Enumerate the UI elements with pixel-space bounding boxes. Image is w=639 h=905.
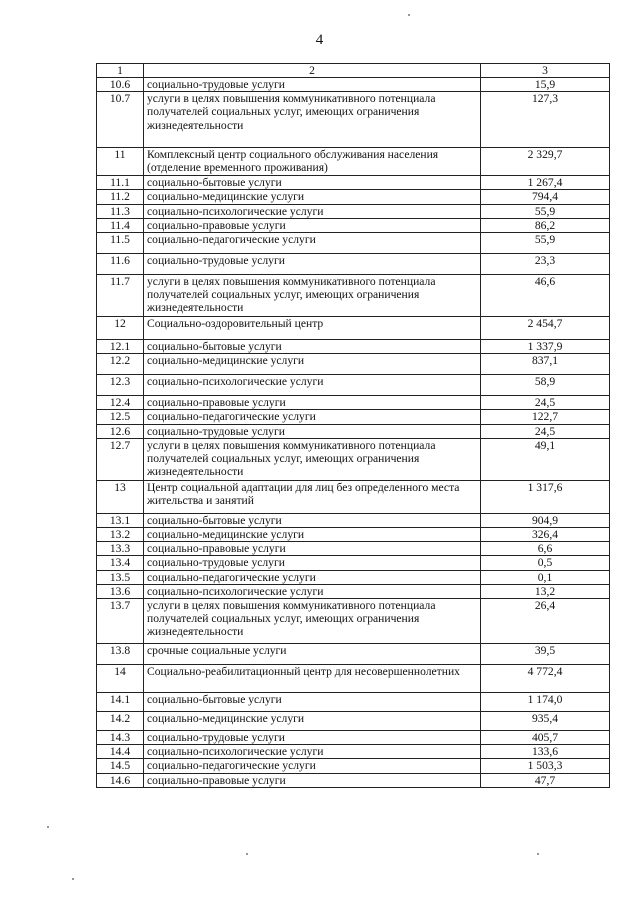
row-service-name: социально-правовые услуги	[144, 396, 481, 410]
row-number: 11.1	[97, 176, 144, 190]
row-amount: 86,2	[481, 218, 610, 232]
table-row	[97, 745, 610, 759]
row-amount: 2 454,7	[481, 317, 610, 340]
row-number: 12.7	[97, 438, 144, 480]
row-service-name: социально-психологические услуги	[144, 375, 481, 396]
row-number: 14.5	[97, 759, 144, 773]
row-amount: 1 317,6	[481, 480, 610, 513]
row-service-name: социально-медицинские услуги	[144, 190, 481, 204]
row-number: 12.2	[97, 354, 144, 375]
table-row	[97, 340, 610, 354]
row-service-name: социально-медицинские услуги	[144, 528, 481, 542]
row-service-name: социально-психологические услуги	[144, 204, 481, 218]
row-service-name: социально-педагогические услуги	[144, 570, 481, 584]
row-amount: 935,4	[481, 712, 610, 731]
row-number: 11	[97, 148, 144, 176]
row-service-name: социально-бытовые услуги	[144, 176, 481, 190]
table-row	[97, 542, 610, 556]
row-amount: 1 267,4	[481, 176, 610, 190]
row-service-name: социально-трудовые услуги	[144, 556, 481, 570]
row-amount: 1 174,0	[481, 693, 610, 712]
table-row	[97, 570, 610, 584]
row-number: 12.6	[97, 424, 144, 438]
row-number: 13.4	[97, 556, 144, 570]
row-number: 13.6	[97, 584, 144, 598]
row-number: 13	[97, 480, 144, 513]
header-col-1: 1	[97, 64, 144, 78]
row-amount: 55,9	[481, 233, 610, 254]
row-number: 14.2	[97, 712, 144, 731]
row-amount: 0,5	[481, 556, 610, 570]
row-number: 11.6	[97, 254, 144, 275]
table-row	[97, 513, 610, 527]
scan-speck	[246, 853, 248, 855]
row-number: 13.7	[97, 599, 144, 644]
table-row	[97, 375, 610, 396]
table-row	[97, 396, 610, 410]
row-service-name: услуги в целях повышения коммуникативного потенциала получателей социальных услуг, имеющих ограничения жизнедеятельности	[144, 92, 481, 148]
table-row	[97, 78, 610, 92]
table-row	[97, 693, 610, 712]
table-row	[97, 712, 610, 731]
table-row	[97, 528, 610, 542]
row-service-name: социально-правовые услуги	[144, 218, 481, 232]
page-number: 4	[315, 32, 324, 48]
table-row	[97, 599, 610, 644]
scan-speck	[72, 878, 74, 880]
row-number: 13.2	[97, 528, 144, 542]
row-amount: 794,4	[481, 190, 610, 204]
row-amount: 46,6	[481, 275, 610, 317]
scan-speck	[537, 853, 539, 855]
row-amount: 26,4	[481, 599, 610, 644]
row-number: 13.8	[97, 644, 144, 665]
row-number: 12.4	[97, 396, 144, 410]
row-amount: 837,1	[481, 354, 610, 375]
row-number: 14.1	[97, 693, 144, 712]
row-amount: 127,3	[481, 92, 610, 148]
row-amount: 1 337,9	[481, 340, 610, 354]
table-row	[97, 317, 610, 340]
row-service-name: Социально-оздоровительный центр	[144, 317, 481, 340]
row-service-name: социально-трудовые услуги	[144, 424, 481, 438]
row-number: 11.3	[97, 204, 144, 218]
row-service-name: социально-педагогические услуги	[144, 759, 481, 773]
table-row	[97, 773, 610, 787]
row-amount: 24,5	[481, 396, 610, 410]
row-number: 12.5	[97, 410, 144, 424]
header-col-3: 3	[481, 64, 610, 78]
row-amount: 47,7	[481, 773, 610, 787]
row-amount: 405,7	[481, 731, 610, 745]
row-amount: 58,9	[481, 375, 610, 396]
row-number: 12.1	[97, 340, 144, 354]
row-service-name: услуги в целях повышения коммуникативного потенциала получателей социальных услуг, имеющих ограничения жизнедеятельности	[144, 275, 481, 317]
row-number: 11.5	[97, 233, 144, 254]
row-number: 14.4	[97, 745, 144, 759]
row-amount: 2 329,7	[481, 148, 610, 176]
row-service-name: социально-психологические услуги	[144, 745, 481, 759]
row-service-name: срочные социальные услуги	[144, 644, 481, 665]
row-number: 14	[97, 665, 144, 693]
row-amount: 133,6	[481, 745, 610, 759]
table-row	[97, 190, 610, 204]
table-row	[97, 254, 610, 275]
row-number: 11.2	[97, 190, 144, 204]
row-service-name: социально-трудовые услуги	[144, 254, 481, 275]
table-row	[97, 354, 610, 375]
row-service-name: услуги в целях повышения коммуникативного потенциала получателей социальных услуг, имеющих ограничения жизнедеятельности	[144, 599, 481, 644]
row-service-name: социально-медицинские услуги	[144, 712, 481, 731]
table-row	[97, 218, 610, 232]
row-service-name: социально-психологические услуги	[144, 584, 481, 598]
row-service-name: социально-педагогические услуги	[144, 410, 481, 424]
row-number: 12	[97, 317, 144, 340]
scan-speck	[47, 826, 49, 828]
table-row	[97, 665, 610, 693]
row-service-name: Социально-реабилитационный центр для несовершеннолетних	[144, 665, 481, 693]
table-row	[97, 204, 610, 218]
row-amount: 6,6	[481, 542, 610, 556]
row-number: 11.4	[97, 218, 144, 232]
row-service-name: услуги в целях повышения коммуникативного потенциала получателей социальных услуг, имеющих ограничения жизнедеятельности	[144, 438, 481, 480]
scan-speck	[408, 14, 410, 16]
row-amount: 24,5	[481, 424, 610, 438]
table-row	[97, 233, 610, 254]
row-amount: 122,7	[481, 410, 610, 424]
row-amount: 55,9	[481, 204, 610, 218]
table-row	[97, 480, 610, 513]
row-amount: 23,3	[481, 254, 610, 275]
row-amount: 0,1	[481, 570, 610, 584]
row-number: 13.5	[97, 570, 144, 584]
row-service-name: социально-трудовые услуги	[144, 78, 481, 92]
row-number: 12.3	[97, 375, 144, 396]
row-amount: 1 503,3	[481, 759, 610, 773]
row-amount: 904,9	[481, 513, 610, 527]
row-service-name: социально-педагогические услуги	[144, 233, 481, 254]
table-row	[97, 275, 610, 317]
table-row	[97, 148, 610, 176]
row-number: 14.3	[97, 731, 144, 745]
row-service-name: социально-бытовые услуги	[144, 340, 481, 354]
table-row	[97, 731, 610, 745]
table-header-row	[97, 64, 610, 78]
table-row	[97, 410, 610, 424]
row-service-name: социально-трудовые услуги	[144, 731, 481, 745]
row-service-name: социально-бытовые услуги	[144, 693, 481, 712]
row-service-name: социально-бытовые услуги	[144, 513, 481, 527]
row-amount: 326,4	[481, 528, 610, 542]
row-amount: 13,2	[481, 584, 610, 598]
table-row	[97, 759, 610, 773]
row-service-name: социально-медицинские услуги	[144, 354, 481, 375]
table-row	[97, 424, 610, 438]
row-amount: 15,9	[481, 78, 610, 92]
table-row	[97, 438, 610, 480]
row-amount: 49,1	[481, 438, 610, 480]
row-number: 13.1	[97, 513, 144, 527]
row-number: 11.7	[97, 275, 144, 317]
header-col-2: 2	[144, 64, 481, 78]
row-service-name: Центр социальной адаптации для лиц без определенного места жительства и занятий	[144, 480, 481, 513]
table-row	[97, 584, 610, 598]
table-row	[97, 92, 610, 148]
row-number: 10.6	[97, 78, 144, 92]
table-row	[97, 644, 610, 665]
row-amount: 39,5	[481, 644, 610, 665]
row-service-name: Комплексный центр социального обслуживания населения (отделение временного проживания)	[144, 148, 481, 176]
row-service-name: социально-правовые услуги	[144, 542, 481, 556]
row-number: 10.7	[97, 92, 144, 148]
table-row	[97, 556, 610, 570]
row-number: 13.3	[97, 542, 144, 556]
table-row	[97, 176, 610, 190]
row-number: 14.6	[97, 773, 144, 787]
row-amount: 4 772,4	[481, 665, 610, 693]
row-service-name: социально-правовые услуги	[144, 773, 481, 787]
services-table	[96, 63, 610, 788]
